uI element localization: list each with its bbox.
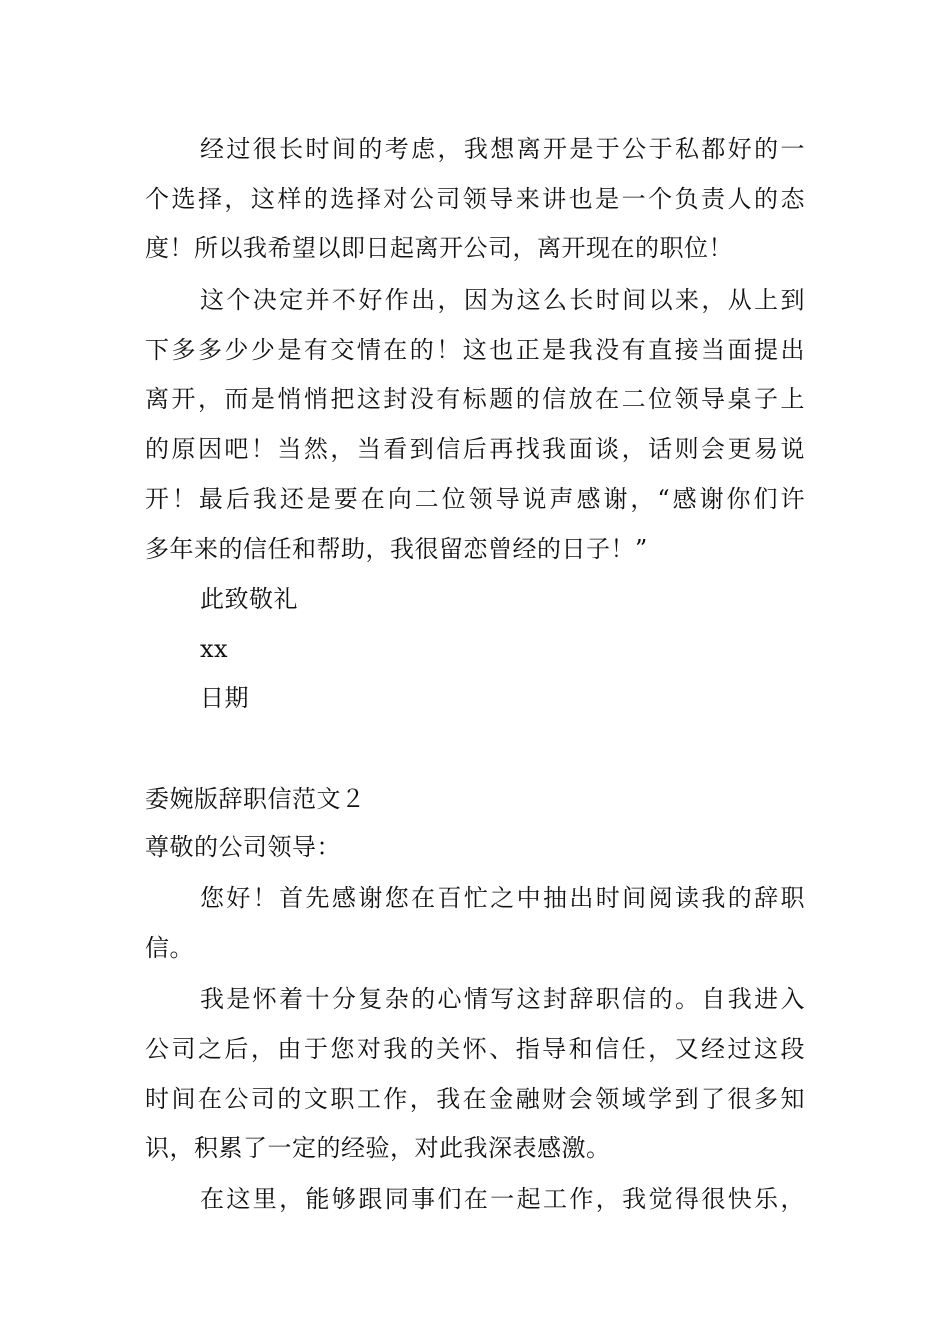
paragraph-line: 公司之后，由于您对我的关怀、指导和信任，又经过这段 [145, 1035, 805, 1063]
signature-name: xx [200, 635, 229, 663]
paragraph-line: 度！所以我希望以即日起离开公司，离开现在的职位！ [145, 234, 733, 262]
section-title: 委婉版辞职信范文２ [145, 785, 366, 813]
paragraph-line: 个选择，这样的选择对公司领导来讲也是一个负责人的态 [145, 185, 805, 213]
paragraph-line: 离开，而是悄悄把这封没有标题的信放在二位领导桌子上 [145, 385, 805, 413]
paragraph-line: 识，积累了一定的经验，对此我深表感激。 [145, 1134, 611, 1162]
letter-greeting: 尊敬的公司领导： [145, 833, 341, 861]
paragraph-line: 在这里，能够跟同事们在一起工作，我觉得很快乐， [200, 1185, 805, 1213]
closing-salutation: 此致敬礼 [200, 585, 298, 613]
paragraph-line: 我是怀着十分复杂的心情写这封辞职信的。自我进入 [200, 985, 805, 1013]
paragraph-line: 这个决定并不好作出，因为这么长时间以来，从上到 [200, 286, 805, 314]
paragraph-line: 信。 [145, 934, 194, 962]
signature-date: 日期 [200, 684, 249, 712]
paragraph-line: 您好！首先感谢您在百忙之中抽出时间阅读我的辞职 [200, 884, 805, 912]
paragraph-line: 多年来的信任和帮助，我很留恋曾经的日子！” [145, 535, 648, 563]
paragraph-line: 经过很长时间的考虑，我想离开是于公于私都好的一 [200, 135, 805, 163]
paragraph-line: 时间在公司的文职工作，我在金融财会领域学到了很多知 [145, 1085, 805, 1113]
paragraph-line: 开！最后我还是要在向二位领导说声感谢，“感谢你们许 [145, 485, 805, 513]
paragraph-line: 的原因吧！当然，当看到信后再找我面谈，话则会更易说 [145, 435, 805, 463]
paragraph-line: 下多多少少是有交情在的！这也正是我没有直接当面提出 [145, 336, 805, 364]
